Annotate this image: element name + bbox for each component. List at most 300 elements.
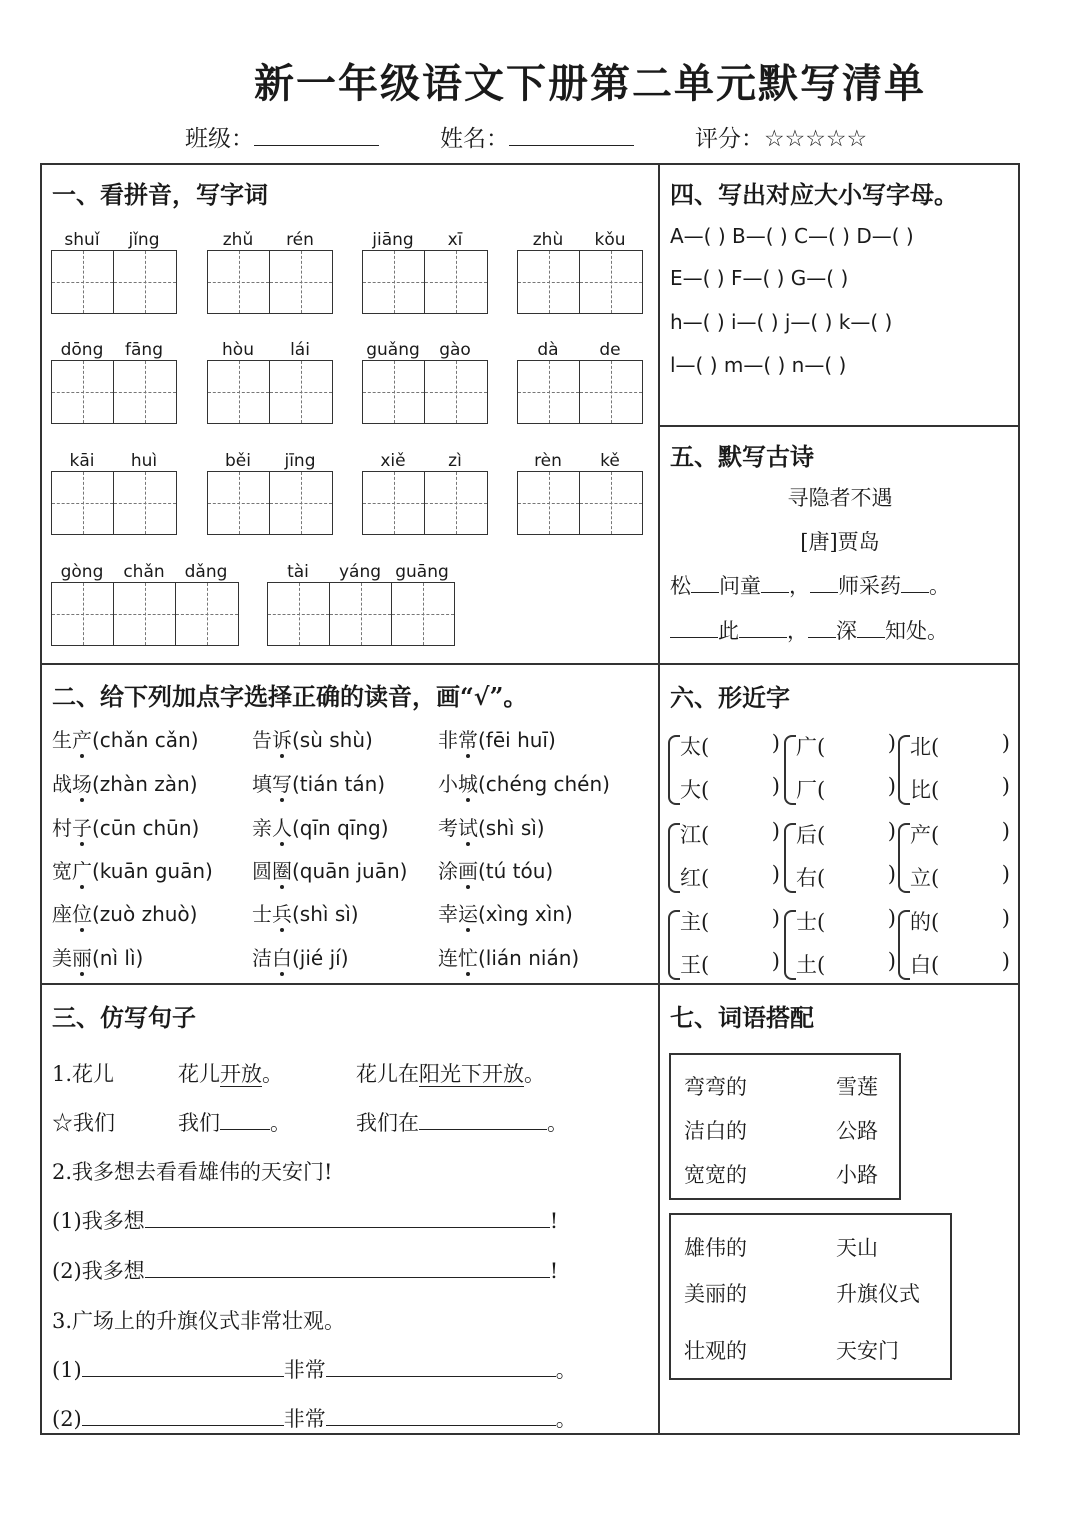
pinyin-label: kāi [69, 451, 95, 471]
writing-cell[interactable] [580, 472, 642, 534]
blank[interactable] [901, 572, 929, 593]
paren-close[interactable]: ) [1001, 862, 1010, 886]
pinyin-label: dà [537, 340, 559, 360]
word-char: 宽 [52, 859, 72, 883]
writing-cell[interactable] [425, 361, 487, 423]
reading-options: (xìng xìn) [478, 902, 573, 926]
writing-grid [207, 471, 333, 535]
brace-icon [784, 735, 796, 805]
writing-cell[interactable] [330, 583, 392, 645]
writing-cell[interactable] [518, 472, 580, 534]
writing-cell[interactable] [114, 472, 176, 534]
writing-cell[interactable] [114, 251, 176, 313]
reading-item[interactable] [438, 724, 556, 753]
writing-cell[interactable] [114, 583, 176, 645]
writing-cell[interactable] [363, 472, 425, 534]
word-char: 考 [438, 816, 458, 840]
char: 北 [910, 735, 931, 759]
word-char: 士 [252, 902, 272, 926]
blank[interactable] [145, 1207, 550, 1228]
pinyin-label: kě [600, 451, 620, 471]
dotted-char: 兵 [272, 902, 292, 926]
paren-open[interactable]: ( [931, 735, 940, 759]
writing-cell[interactable] [268, 583, 330, 645]
reading-item[interactable] [52, 768, 198, 797]
word-char: 美 [52, 946, 72, 970]
paren-close[interactable]: ) [1001, 906, 1010, 930]
pinyin-label: rén [286, 230, 314, 250]
similar-char-line [910, 774, 1010, 804]
pinyin-label: chǎn [123, 562, 165, 582]
reading-options: (shì sì) [478, 816, 545, 840]
match-noun[interactable]: 小路 [836, 1163, 878, 1187]
paren-close[interactable]: ) [771, 731, 780, 755]
writing-cell[interactable] [270, 472, 332, 534]
similar-char-group [668, 821, 780, 899]
writing-cell[interactable] [270, 251, 332, 313]
writing-cell[interactable] [52, 251, 114, 313]
match-noun[interactable]: 天山 [836, 1236, 878, 1260]
writing-cell[interactable] [425, 251, 487, 313]
pinyin-label: zhù [532, 230, 564, 250]
blank[interactable] [419, 1109, 547, 1130]
char: 后 [796, 823, 817, 847]
paren-close[interactable]: ) [771, 949, 780, 973]
score-label: 评分：☆☆☆☆☆ [695, 126, 868, 152]
dotted-char: 写 [272, 772, 292, 796]
brace-icon [668, 735, 680, 805]
paren-close[interactable]: ) [887, 862, 896, 886]
writing-grid [51, 471, 177, 535]
brace-icon [898, 910, 910, 980]
blank[interactable] [82, 1405, 284, 1426]
similar-char-line [680, 819, 780, 849]
pinyin-label: běi [225, 451, 251, 471]
writing-grid [51, 582, 239, 646]
page-title: 新一年级语文下册第二单元默写清单 [254, 60, 926, 107]
writing-cell[interactable] [208, 251, 270, 313]
similar-char-line [680, 949, 780, 979]
dotted-char: 产 [72, 728, 92, 752]
pinyin-word-group [51, 230, 177, 314]
match-noun[interactable]: 雪莲 [836, 1075, 878, 1099]
pinyin-label: dǎng [184, 562, 228, 582]
reading-options: (kuān guān) [92, 859, 213, 883]
match-adjective[interactable]: 弯弯的 [684, 1075, 747, 1099]
paren-open[interactable]: ( [931, 866, 940, 890]
class-blank[interactable] [254, 125, 379, 146]
char: 的 [910, 910, 931, 934]
pinyin-label: jiāng [372, 230, 414, 250]
blank[interactable] [670, 617, 718, 638]
word-char: 连 [438, 946, 458, 970]
writing-grid [517, 360, 643, 424]
pinyin-word-group [362, 230, 488, 314]
writing-grid [207, 250, 333, 314]
match-adjective[interactable]: 雄伟的 [684, 1236, 747, 1260]
similar-char-group [898, 821, 1010, 899]
letters-row-4: l—( ) m—( ) n—( ) [670, 353, 847, 377]
similar-char-group [784, 733, 896, 811]
pinyin-word-group [51, 340, 177, 424]
dotted-char: 位 [72, 902, 92, 926]
pinyin-label: zì [448, 451, 462, 471]
similar-char-line [796, 949, 896, 979]
writing-cell[interactable] [580, 251, 642, 313]
char: 江 [680, 823, 701, 847]
word-char: 幸 [438, 902, 458, 926]
paren-open[interactable]: ( [817, 866, 826, 890]
poem-line-2: 此 ， 深 知处。 [670, 615, 948, 645]
reading-item[interactable] [438, 898, 573, 927]
writing-grid [207, 360, 333, 424]
row-divider-1 [40, 663, 1020, 665]
paren-close[interactable]: ) [1001, 774, 1010, 798]
pinyin-label: lái [290, 340, 310, 360]
pinyin-word-group [362, 340, 488, 424]
section-7-title: 七、词语搭配 [670, 1003, 814, 1032]
paren-open[interactable]: ( [931, 953, 940, 977]
match-noun[interactable]: 升旗仪式 [836, 1282, 920, 1306]
dotted-char: 广 [72, 859, 92, 883]
pinyin-word-group [51, 451, 177, 535]
reading-item[interactable] [52, 855, 213, 884]
similar-char-group [668, 733, 780, 811]
s3-example-2: 花儿开放。 [178, 1062, 283, 1086]
section-4-title: 四、写出对应大小写字母。 [670, 180, 958, 209]
match-adjective[interactable]: 壮观的 [684, 1339, 747, 1363]
paren-close[interactable]: ) [771, 906, 780, 930]
paren-open[interactable]: ( [701, 953, 710, 977]
writing-grid [51, 250, 177, 314]
paren-close[interactable]: ) [887, 774, 896, 798]
s3-q2-line-1: (1)我多想 ! [52, 1209, 559, 1233]
word-char: 告 [252, 728, 272, 752]
paren-open[interactable]: ( [817, 778, 826, 802]
blank[interactable] [808, 617, 836, 638]
dotted-char: 白 [272, 946, 292, 970]
s3-prompt-women: ☆我们 [52, 1111, 115, 1135]
writing-grid [362, 250, 488, 314]
pinyin-label: zhǔ [222, 230, 254, 250]
writing-grid [51, 360, 177, 424]
s3-q2-line-2: (2)我多想 ! [52, 1259, 559, 1283]
pinyin-label: dōng [60, 340, 104, 360]
pinyin-word-group [51, 562, 239, 646]
pinyin-label: fāng [125, 340, 163, 360]
poem-line-1: 松 问童 ， 师采药 。 [670, 574, 950, 598]
reading-item[interactable] [52, 942, 143, 971]
right-divider [658, 425, 1020, 427]
reading-options: (tián tán) [292, 772, 386, 796]
letters-row-3: h—( ) i—( ) j—( ) k—( ) [670, 310, 893, 334]
writing-cell[interactable] [270, 361, 332, 423]
word-char: 填 [252, 772, 272, 796]
s3-q3-line-2: (2) 非常 。 [52, 1407, 577, 1431]
paren-open[interactable]: ( [701, 735, 710, 759]
paren-open[interactable]: ( [701, 823, 710, 847]
poem-title: 寻隐者不遇 [787, 486, 893, 510]
writing-cell[interactable] [176, 583, 238, 645]
blank[interactable] [761, 572, 789, 593]
dotted-char: 丽 [72, 946, 92, 970]
s3-question-3: 3.广场上的升旗仪式非常壮观。 [52, 1309, 346, 1333]
pinyin-label: tài [287, 562, 309, 582]
char: 土 [796, 953, 817, 977]
char: 主 [680, 910, 701, 934]
paren-close[interactable]: ) [771, 774, 780, 798]
writing-cell[interactable] [518, 251, 580, 313]
name-blank[interactable] [509, 125, 634, 146]
paren-open[interactable]: ( [817, 910, 826, 934]
char: 广 [796, 735, 817, 759]
pinyin-word-group [207, 451, 333, 535]
word-char: 座 [52, 902, 72, 926]
writing-cell[interactable] [392, 583, 454, 645]
word-char: 战 [52, 772, 72, 796]
reading-item[interactable] [52, 812, 199, 841]
pinyin-label: de [599, 340, 621, 360]
s3-question-2: 2.我多想去看看雄伟的天安门! [52, 1160, 333, 1184]
reading-options: (fēi huī) [478, 728, 556, 752]
pinyin-label: xiě [380, 451, 406, 471]
reading-item[interactable] [252, 768, 385, 797]
writing-cell[interactable] [52, 583, 114, 645]
paren-open[interactable]: ( [817, 823, 826, 847]
word-char: 小 [438, 772, 458, 796]
reading-item[interactable] [252, 812, 389, 841]
paren-open[interactable]: ( [931, 910, 940, 934]
char: 大 [680, 778, 701, 802]
s3-q3-line-1: (1) 非常 。 [52, 1358, 577, 1382]
writing-cell[interactable] [208, 361, 270, 423]
reading-options: (nì lì) [92, 946, 144, 970]
section-6-title: 六、形近字 [670, 683, 790, 712]
word-char: 亲 [252, 816, 272, 840]
paren-close[interactable]: ) [887, 819, 896, 843]
pinyin-label: gào [439, 340, 471, 360]
writing-grid [267, 582, 455, 646]
similar-char-group [668, 908, 780, 986]
reading-options: (tú tóu) [478, 859, 554, 883]
reading-item[interactable] [252, 855, 407, 884]
writing-cell[interactable] [518, 361, 580, 423]
paren-open[interactable]: ( [817, 953, 826, 977]
paren-close[interactable]: ) [771, 819, 780, 843]
char: 太 [680, 735, 701, 759]
pinyin-label: guǎng [366, 340, 420, 360]
paren-open[interactable]: ( [701, 778, 710, 802]
paren-open[interactable]: ( [931, 823, 940, 847]
char: 比 [910, 778, 931, 802]
dotted-char: 常 [458, 728, 478, 752]
paren-close[interactable]: ) [887, 949, 896, 973]
word-char: 圆 [252, 859, 272, 883]
similar-char-line [680, 731, 780, 761]
s3-example-1: 1.花儿 [52, 1062, 115, 1086]
pinyin-word-group [362, 451, 488, 535]
brace-icon [898, 735, 910, 805]
word-char: 洁 [252, 946, 272, 970]
paren-open[interactable]: ( [817, 735, 826, 759]
dotted-char: 城 [458, 772, 478, 796]
section-2-title: 二、给下列加点字选择正确的读音，画“√”。 [52, 682, 528, 711]
pinyin-label: jīng [284, 451, 316, 471]
reading-item[interactable] [438, 768, 610, 797]
writing-cell[interactable] [52, 472, 114, 534]
word-char: 生 [52, 728, 72, 752]
match-adjective[interactable]: 洁白的 [684, 1119, 747, 1143]
reading-item[interactable] [438, 812, 545, 841]
reading-options: (lián nián) [478, 946, 580, 970]
paren-close[interactable]: ) [1001, 731, 1010, 755]
pinyin-word-group [517, 340, 643, 424]
char: 产 [910, 823, 931, 847]
writing-grid [517, 471, 643, 535]
similar-char-line [680, 906, 780, 936]
reading-item[interactable] [438, 855, 553, 884]
writing-grid [362, 360, 488, 424]
word-char: 村 [52, 816, 72, 840]
reading-options: (sù shù) [292, 728, 373, 752]
dotted-char: 人 [272, 816, 292, 840]
writing-cell[interactable] [52, 361, 114, 423]
pinyin-label: gòng [60, 562, 104, 582]
blank[interactable] [691, 572, 719, 593]
reading-options: (quān juān) [292, 859, 408, 883]
similar-char-line [910, 949, 1010, 979]
reading-item[interactable] [252, 898, 359, 927]
pinyin-label: xī [447, 230, 463, 250]
s3-example-3: 花儿在阳光下开放。 [356, 1062, 545, 1086]
pinyin-label: rèn [534, 451, 562, 471]
brace-icon [668, 910, 680, 980]
match-adjective[interactable]: 宽宽的 [684, 1163, 747, 1187]
column-divider [658, 163, 660, 1435]
pinyin-label: kǒu [594, 230, 626, 250]
pinyin-word-group [517, 451, 643, 535]
pinyin-label: yáng [338, 562, 382, 582]
pinyin-label: jǐng [128, 230, 160, 250]
dotted-char: 画 [458, 859, 478, 883]
poem-author: [唐]贾岛 [800, 530, 880, 554]
reading-item[interactable] [52, 724, 199, 753]
brace-icon [668, 823, 680, 893]
reading-item[interactable] [252, 942, 349, 971]
letters-row-2: E—( ) F—( ) G—( ) [670, 266, 849, 290]
paren-close[interactable]: ) [1001, 819, 1010, 843]
pinyin-label: shuǐ [64, 230, 100, 250]
similar-char-line [796, 819, 896, 849]
blank[interactable] [739, 617, 787, 638]
s3-fill-1: 我们 。 [178, 1111, 291, 1135]
pinyin-word-group [267, 562, 455, 646]
dotted-char: 圈 [272, 859, 292, 883]
paren-close[interactable]: ) [771, 862, 780, 886]
similar-char-line [796, 862, 896, 892]
paren-close[interactable]: ) [887, 906, 896, 930]
pinyin-word-group [207, 340, 333, 424]
char: 红 [680, 866, 701, 890]
char: 白 [910, 953, 931, 977]
char: 王 [680, 953, 701, 977]
pinyin-word-group [207, 230, 333, 314]
match-noun[interactable]: 公路 [836, 1119, 878, 1143]
writing-cell[interactable] [114, 361, 176, 423]
reading-options: (zhàn zàn) [92, 772, 198, 796]
similar-char-group [898, 733, 1010, 811]
writing-grid [517, 250, 643, 314]
match-adjective[interactable]: 美丽的 [684, 1282, 747, 1306]
paren-close[interactable]: ) [887, 731, 896, 755]
writing-cell[interactable] [363, 251, 425, 313]
writing-cell[interactable] [425, 472, 487, 534]
similar-char-group [784, 908, 896, 986]
class-label: 班级： [185, 120, 379, 153]
paren-open[interactable]: ( [931, 778, 940, 802]
reading-options: (zuò zhuò) [92, 902, 198, 926]
blank[interactable] [326, 1356, 556, 1377]
section-3-title: 三、仿写句子 [52, 1003, 196, 1032]
paren-close[interactable]: ) [1001, 949, 1010, 973]
writing-cell[interactable] [580, 361, 642, 423]
reading-item[interactable] [252, 724, 373, 753]
s3-fill-2: 我们在 。 [356, 1111, 568, 1135]
letters-row-1: A—( ) B—( ) C—( ) D—( ) [670, 224, 914, 248]
paren-open[interactable]: ( [701, 866, 710, 890]
dotted-char: 试 [458, 816, 478, 840]
pinyin-label: hòu [222, 340, 254, 360]
reading-options: (shì sì) [292, 902, 359, 926]
pinyin-label: huì [130, 451, 158, 471]
section-5-title: 五、默写古诗 [670, 442, 814, 471]
blank[interactable] [82, 1356, 284, 1377]
writing-cell[interactable] [363, 361, 425, 423]
blank[interactable] [857, 617, 885, 638]
blank[interactable] [326, 1405, 556, 1426]
reading-item[interactable] [52, 898, 197, 927]
reading-options: (jié jí) [292, 946, 349, 970]
name-label: 姓名： [440, 120, 634, 153]
dotted-char: 场 [72, 772, 92, 796]
dotted-char: 子 [72, 816, 92, 840]
brace-icon [784, 910, 796, 980]
reading-item[interactable] [438, 942, 579, 971]
reading-options: (cūn chūn) [92, 816, 200, 840]
blank[interactable] [810, 572, 838, 593]
brace-icon [898, 823, 910, 893]
dotted-char: 诉 [272, 728, 292, 752]
paren-open[interactable]: ( [701, 910, 710, 934]
word-char: 非 [438, 728, 458, 752]
similar-char-line [680, 774, 780, 804]
similar-char-line [796, 906, 896, 936]
similar-char-line [680, 862, 780, 892]
similar-char-line [910, 819, 1010, 849]
reading-options: (chéng chén) [478, 772, 610, 796]
blank[interactable] [220, 1109, 270, 1130]
blank[interactable] [145, 1257, 550, 1278]
writing-grid [362, 471, 488, 535]
similar-char-group [898, 908, 1010, 986]
match-noun[interactable]: 天安门 [836, 1339, 899, 1363]
similar-char-line [910, 862, 1010, 892]
brace-icon [784, 823, 796, 893]
writing-cell[interactable] [208, 472, 270, 534]
char: 右 [796, 866, 817, 890]
char: 立 [910, 866, 931, 890]
section-1-title: 一、看拼音，写字词 [52, 180, 268, 209]
